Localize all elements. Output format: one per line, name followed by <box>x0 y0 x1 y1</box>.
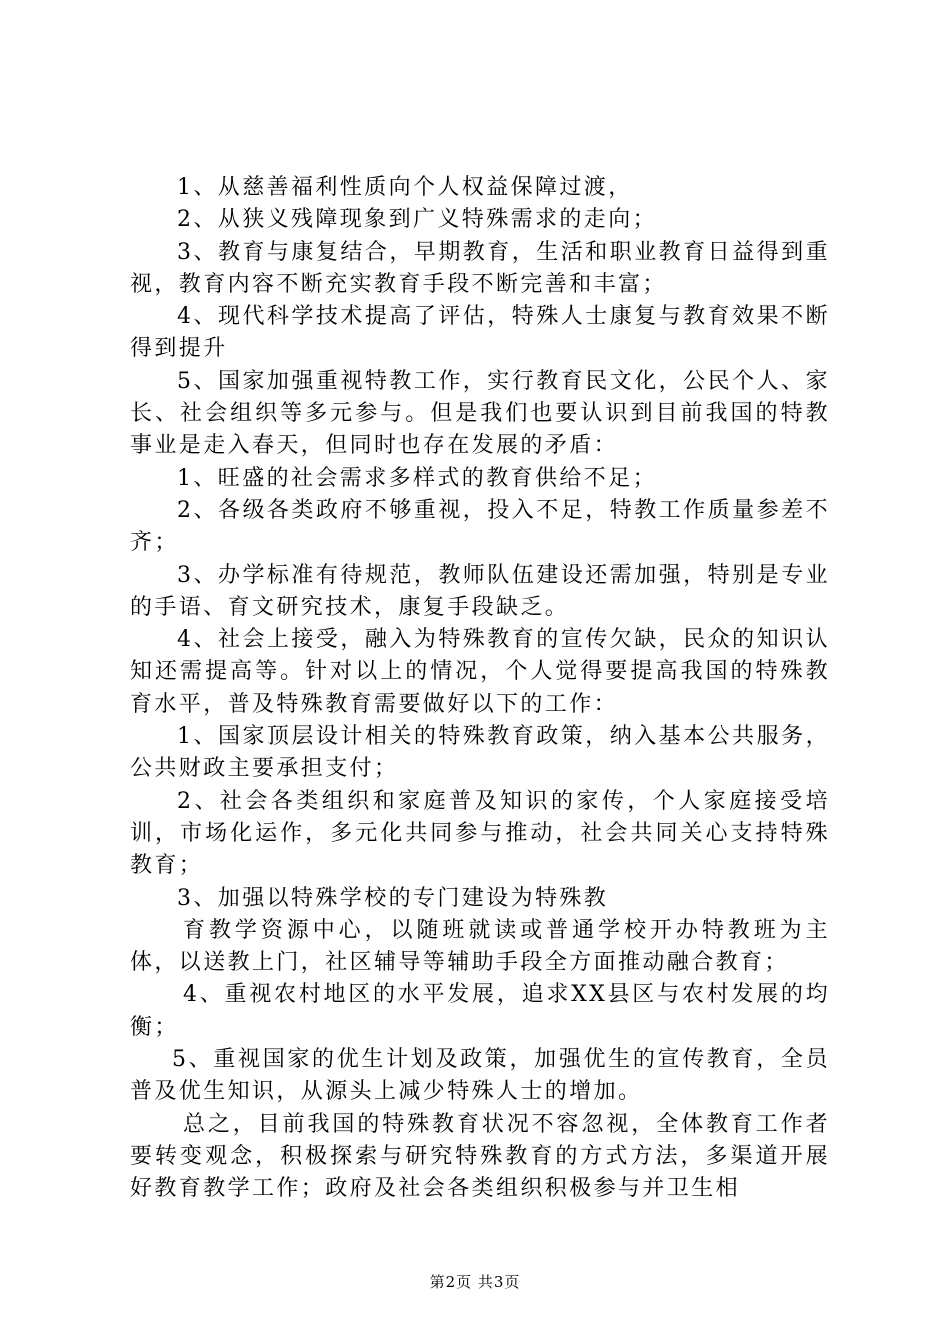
paragraph: 育教学资源中心，以随班就读或普通学校开办特教班为主体，以送教上门，社区辅导等辅助手段全方面推动融合教育； <box>130 917 830 976</box>
paragraph: 3、加强以特殊学校的专门建设为特殊教 <box>177 885 609 911</box>
paragraph: 2、各级各类政府不够重视，投入不足，特教工作质量参差不齐； <box>130 497 830 556</box>
paragraph: 2、社会各类组织和家庭普及知识的家传，个人家庭接受培训，市场化运作，多元化共同参与推动，社会共同关心支持特殊教育； <box>130 788 830 879</box>
paragraph: 3、办学标准有待规范，教师队伍建设还需加强，特别是专业的手语、育文研究技术，康复手段缺乏。 <box>130 562 830 620</box>
paragraph: 5、国家加强重视特教工作，实行教育民文化，公民个人、家长、社会组织等多元参与。但是我们也要认识到目前我国的特教事业是走入春天，但同时也存在发展的矛盾： <box>130 368 830 459</box>
paragraph: 3、教育与康复结合，早期教育，生活和职业教育日益得到重视，教育内容不断充实教育手段不断完善和丰富； <box>130 239 830 297</box>
paragraph: 1、旺盛的社会需求多样式的教育供给不足； <box>177 465 657 491</box>
document-body <box>130 172 830 1206</box>
page-number-footer: 第2页 共3页 <box>429 1273 521 1291</box>
paragraph: 1、国家顶层设计相关的特殊教育政策，纳入基本公共服务，公共财政主要承担支付； <box>130 724 830 782</box>
paragraph: 4、社会上接受，融入为特殊教育的宣传欠缺，民众的知识认知还需提高等。针对以上的情况，个人觉得要提高我国的特殊教育水平，普及特殊教育需要做好以下的工作： <box>130 627 830 717</box>
paragraph: 总之，目前我国的特殊教育状况不容忽视，全体教育工作者要转变观念，积极探索与研究特殊教育的方式方法，多渠道开展好教育教学工作；政府及社会各类组织积极参与并卫生相 <box>130 1111 830 1202</box>
paragraph: 4、现代科学技术提高了评估，特殊人士康复与教育效果不断得到提升 <box>130 304 830 362</box>
paragraph: 5、重视国家的优生计划及政策，加强优生的宣传教育，全员普及优生知识，从源头上减少特殊人士的增加。 <box>130 1047 830 1105</box>
paragraph: 4、重视农村地区的水平发展，追求XX县区与农村发展的均衡； <box>130 982 830 1040</box>
paragraph: 1、从慈善福利性质向个人权益保障过渡， <box>177 175 633 200</box>
paragraph: 2、从狭义残障现象到广义特殊需求的走向； <box>177 207 657 233</box>
